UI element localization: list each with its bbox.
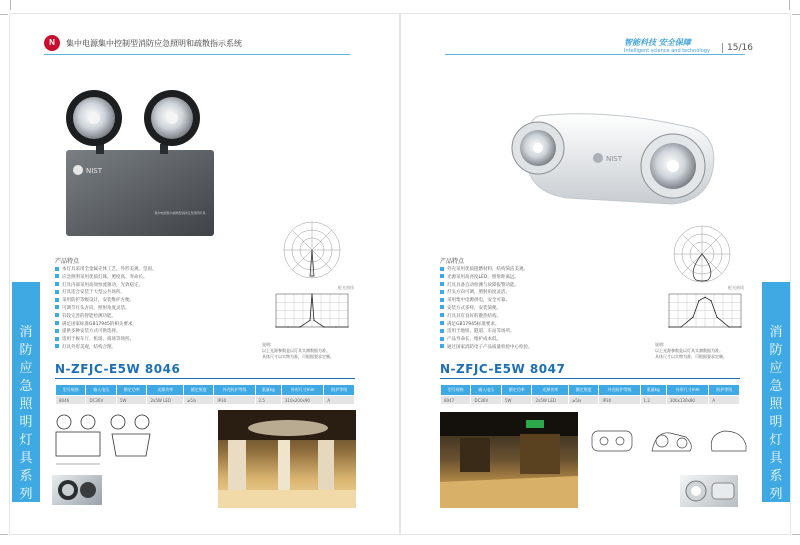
crop-mark xyxy=(792,14,800,15)
brand-mark: NIST xyxy=(606,155,623,163)
product-plate: 集中电源集中控制型消防应急照明灯具 xyxy=(154,211,206,215)
spec-value: A xyxy=(324,396,355,405)
feature-item: 应急照明采用优质灯珠，照度高、寿命长。 xyxy=(55,274,157,282)
feature-item: 光源采用高亮度LED，照射距离远。 xyxy=(440,274,533,282)
spec-value: 5W xyxy=(116,396,146,405)
feature-item: 灯具具备自动检测与故障报警功能。 xyxy=(440,282,533,290)
data-point xyxy=(309,320,310,321)
page-number: 15/16 xyxy=(722,43,753,53)
data-point xyxy=(740,326,741,327)
spec-header: 光源功率 xyxy=(147,385,184,396)
spec-value: 310x200x90 xyxy=(281,396,324,405)
feature-item: 产品寿命长，维护成本低。 xyxy=(440,336,533,344)
feature-item: 灯具外形美观，结构合理。 xyxy=(55,344,157,352)
feature-item: 通过国家消防电子产品质量检验中心检验。 xyxy=(440,344,533,352)
crop-mark xyxy=(0,14,8,15)
sidebar-char: 明 xyxy=(19,415,33,430)
sidebar-char: 防 xyxy=(769,343,783,358)
spec-header: 输入电压 xyxy=(86,385,116,396)
distribution-chart-left xyxy=(262,290,352,335)
spec-header: 重量kg xyxy=(640,385,666,396)
sidebar-char: 照 xyxy=(769,397,783,412)
polar-diagram-right xyxy=(670,222,734,286)
spec-header: 外形尺寸mm xyxy=(666,385,709,396)
sidebar-char: 应 xyxy=(769,361,783,376)
product-photo-8047 xyxy=(508,108,723,208)
spec-header: 型号规格 xyxy=(441,385,471,396)
note-line: 以上光源参数是以灯具实测数据为准。 xyxy=(262,348,330,353)
slogan: 智能科技 安全保障 xyxy=(624,38,691,47)
feature-item: 灯头方向可调，照射角度灵活。 xyxy=(440,289,533,297)
spec-table-right xyxy=(440,384,740,405)
sidebar-char: 灯 xyxy=(769,433,783,448)
feature-item: 灯具具有良好的散热结构。 xyxy=(440,313,533,321)
spec-value: 8046 xyxy=(56,396,86,405)
page-title: 集中电源集中控制型消防应急照明和疏散指示系统 xyxy=(66,39,242,48)
note-line: 以上光源参数是以灯具实测数据为准。 xyxy=(655,348,723,353)
spec-table-left xyxy=(55,384,355,405)
feature-item: 适用于地铁、隧道、车站等场所。 xyxy=(440,328,533,336)
sidebar-char: 灯 xyxy=(19,433,33,448)
feature-item: 满足国家标准GB17945的相关要求。 xyxy=(55,321,157,329)
lamp-housing xyxy=(66,150,214,236)
note-right xyxy=(655,342,727,360)
spec-header: 额定照度 xyxy=(568,385,598,396)
data-point xyxy=(311,293,312,294)
chart-title: 配光曲线 xyxy=(728,285,744,290)
data-point xyxy=(680,326,681,327)
sidebar-char: 防 xyxy=(19,343,33,358)
data-point xyxy=(287,326,288,327)
crop-mark xyxy=(789,0,790,10)
data-point xyxy=(710,300,711,301)
sidebar-char: 急 xyxy=(19,379,33,394)
sidebar-label-left xyxy=(12,282,40,502)
crop-mark xyxy=(792,534,800,535)
spec-header: 输入电压 xyxy=(471,385,501,396)
note-left xyxy=(262,342,334,360)
feature-item: 可调节灯头方向，照射角度灵活。 xyxy=(55,305,157,313)
sidebar-char: 列 xyxy=(19,487,33,502)
sidebar-char: 系 xyxy=(19,469,33,484)
data-point xyxy=(728,326,729,327)
installation-photo-right xyxy=(440,412,578,508)
spec-value: 300x130x80 xyxy=(666,396,709,405)
spec-value: 1.2 xyxy=(640,396,666,405)
spec-value: 2x5W LED xyxy=(147,396,184,405)
detail-photo xyxy=(52,475,102,505)
brand-mark: NIST xyxy=(86,167,103,175)
note-title: 说明: xyxy=(655,342,665,347)
spec-header: 外形尺寸mm xyxy=(281,385,324,396)
data-point xyxy=(275,326,276,327)
data-point xyxy=(323,326,324,327)
spec-value: A xyxy=(709,396,740,405)
note-line: 具体尺寸以实物为准，可根据要求定制。 xyxy=(262,354,334,359)
features-list-right xyxy=(440,266,533,352)
spec-value: DC36V xyxy=(86,396,116,405)
feature-item: 采用防护等级设计，安装维护方便。 xyxy=(55,297,157,305)
page-fold xyxy=(399,14,401,534)
chart-title: 配光曲线 xyxy=(338,285,354,290)
spec-header: 重量kg xyxy=(255,385,281,396)
model-title-right: N-ZFJC-E5W 8047 xyxy=(440,362,566,376)
spec-header-row xyxy=(56,385,355,396)
spec-value-row xyxy=(441,396,740,405)
spec-value: ≥5lx xyxy=(183,396,213,405)
sidebar-char: 急 xyxy=(769,379,783,394)
sidebar-label-right xyxy=(762,282,790,502)
data-point xyxy=(668,326,669,327)
crop-mark xyxy=(0,534,8,535)
spec-header: 光源功率 xyxy=(532,385,569,396)
data-point xyxy=(335,326,336,327)
spec-header: 防护等级 xyxy=(709,385,740,396)
spec-value: 2.5 xyxy=(255,396,281,405)
spec-value-row xyxy=(56,396,355,405)
feature-item: 灯具内部采用高效恒流驱动，光效稳定。 xyxy=(55,282,157,290)
feature-item: 满足GB17945标准要求。 xyxy=(440,321,533,329)
brand-logo: N xyxy=(44,35,60,51)
dimension-drawing-front xyxy=(52,412,154,470)
feature-item: 有较完善的智能检测功能。 xyxy=(55,313,157,321)
spec-value: 8047 xyxy=(441,396,471,405)
spec-header: 外壳防护等级 xyxy=(214,385,255,396)
spec-header: 额定功率 xyxy=(116,385,146,396)
data-point xyxy=(704,297,705,298)
features-title: 产品特点 xyxy=(440,258,465,265)
sidebar-char: 明 xyxy=(769,415,783,430)
sidebar-char: 消 xyxy=(769,325,783,340)
feature-item: 灯具适合安装于大型公共场所。 xyxy=(55,289,157,297)
spec-value: 5W xyxy=(501,396,531,405)
features-list-left xyxy=(55,266,157,352)
spec-value: DC36V xyxy=(471,396,501,405)
distribution-chart-right xyxy=(655,290,745,335)
feature-item: 采用集中电源供电，安全可靠。 xyxy=(440,297,533,305)
data-point xyxy=(692,317,693,318)
data-point xyxy=(347,326,348,327)
sidebar-char: 具 xyxy=(769,451,783,466)
sidebar-char: 列 xyxy=(769,487,783,502)
sidebar-char: 应 xyxy=(19,361,33,376)
sidebar-char: 具 xyxy=(19,451,33,466)
feature-item: 适用于候车厅、机场、商场等场所。 xyxy=(55,336,157,344)
feature-item: 安装方式多样，安装简便。 xyxy=(440,305,533,313)
installation-photo-left xyxy=(218,410,356,508)
sidebar-char: 照 xyxy=(19,397,33,412)
note-title: 说明: xyxy=(262,342,272,347)
data-point xyxy=(313,320,314,321)
spec-header: 型号规格 xyxy=(56,385,86,396)
product-photo-8046 xyxy=(60,88,220,238)
spec-header-row xyxy=(441,385,740,396)
spec-header: 额定功率 xyxy=(501,385,531,396)
model-title-left: N-ZFJC-E5W 8046 xyxy=(55,362,181,376)
dimension-drawing-set xyxy=(590,425,750,460)
sidebar-char: 系 xyxy=(769,469,783,484)
spec-value: IP30 xyxy=(214,396,255,405)
spec-header: 防护等级 xyxy=(324,385,355,396)
features-title: 产品特点 xyxy=(55,258,80,265)
header-divider xyxy=(44,54,350,55)
data-point xyxy=(698,300,699,301)
spec-value: 2x5W LED xyxy=(532,396,569,405)
data-point xyxy=(716,317,717,318)
header-divider xyxy=(445,54,745,55)
spec-value: ≥5lx xyxy=(568,396,598,405)
sidebar-char: 消 xyxy=(19,325,33,340)
polar-diagram-left xyxy=(280,218,344,282)
feature-item: 外壳采用优质阻燃材料，结构简洁美观。 xyxy=(440,266,533,274)
spec-header: 外壳防护等级 xyxy=(599,385,640,396)
feature-item: 本灯具采用全金属壳体工艺，外形美观、坚固。 xyxy=(55,266,157,274)
spec-header: 额定照度 xyxy=(183,385,213,396)
note-line: 具体尺寸以实物为准，可根据要求定制。 xyxy=(655,354,727,359)
spec-value: IP30 xyxy=(599,396,640,405)
slogan-en: Intelligent science and technology xyxy=(624,48,710,54)
detail-photo xyxy=(680,475,738,507)
feature-item: 提供多种安装方式可供选择。 xyxy=(55,328,157,336)
data-point xyxy=(299,326,300,327)
crop-mark xyxy=(10,0,11,10)
